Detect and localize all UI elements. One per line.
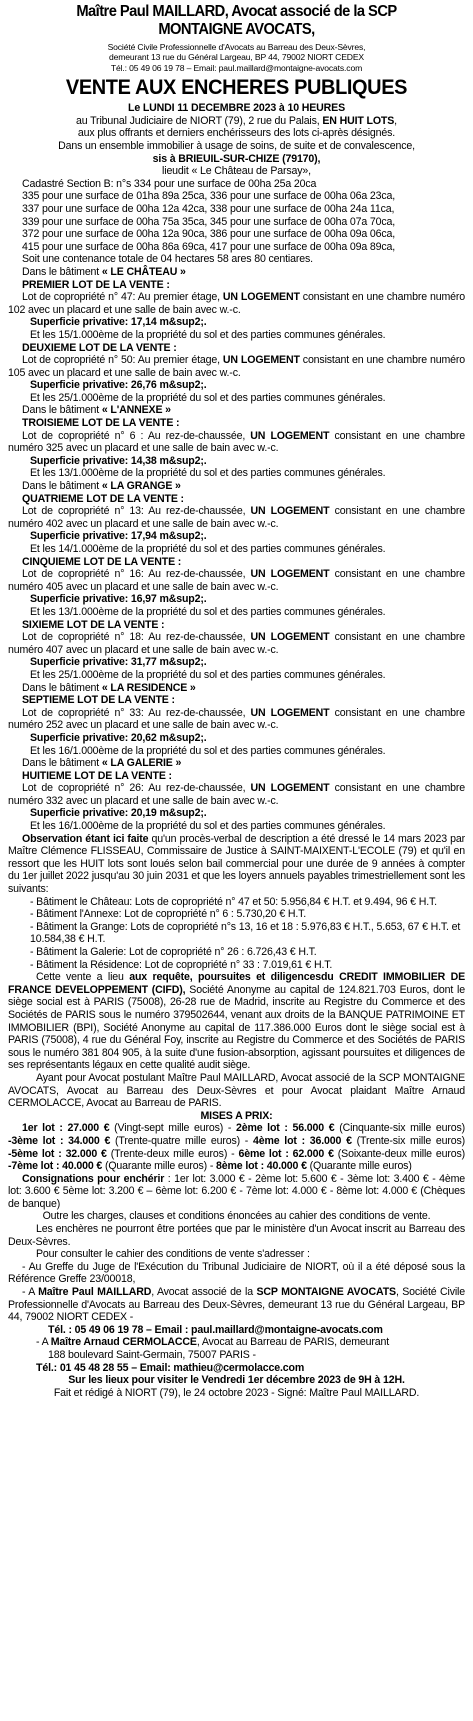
visit-info: Sur les lieux pour visiter le Vendredi 1er décembre 2023 de 9H à 12H. [68,1374,405,1387]
lot-desc-a: Lot de copropriété n° 47: Au premier étage, [22,291,223,304]
lot-desc-c: consistant en une chambre numéro 325 avec un placard et une salle de bain avec w.-c. [8,429,466,455]
cadastre-line: 372 pour une surface de 00ha 12a 90ca, 386 pour une surface de 00ha 09a 06ca, [22,228,396,241]
cadastre-line: 337 pour une surface de 00ha 12a 42ca, 338 pour une surface de 00ha 24a 11ca, [22,202,395,215]
building-heading [8,266,465,279]
lot-desc-b: UN LOGEMENT [250,631,330,644]
lot-description [8,505,465,530]
lot-surface: Superficie privative: 20,62 m&sup2;. [30,731,207,744]
building-name: « LA GALERIE » [101,757,182,770]
lot-desc-c: consistant en une chambre numéro 405 avec un placard et une salle de bain avec w.-c. [8,568,466,593]
building-name: « LA RESIDENCE » [101,681,196,694]
price-label: 4ème lot : 36.000 € [253,1134,352,1147]
building-line: Dans un ensemble immobilier à usage de soins, de suite et de convalescence, [58,140,415,152]
cadastre-line: 339 pour une surface de 00ha 75a 35ca, 345 pour une surface de 00ha 07a 70ca, [22,215,396,228]
lot-description [8,354,465,379]
lot-section [8,404,465,480]
society-line1: Société Civile Professionnelle d'Avocats au Barreau des Deux-Sèvres, [107,42,366,52]
cermo-contact: Tél.: 01 45 48 28 55 – Email: mathieu@cermolacce.com [36,1361,305,1374]
lots-count: EN HUIT LOTS [322,114,395,127]
court-text: au Tribunal Judiciaire de NIORT (79), 2 rue du Palais, [76,114,323,127]
lot-desc-c: consistant en une chambre numéro 105 avec un placard et une salle de bain avec w.-c. [8,354,465,379]
lot-surface: Superficie privative: 17,94 m&sup2;. [30,530,207,543]
building-name: « L'ANNEXE » [101,404,171,417]
price-label: -5ème lot : 32.000 € [8,1147,107,1160]
lot-surface: Superficie privative: 20,19 m&sup2;. [30,807,207,820]
cermo-name: Maître Arnaud CERMOLACCE [50,1336,197,1349]
building-prefix: Dans le bâtiment [22,757,102,770]
lot-section [8,266,465,342]
society-line2: demeurant 13 rue du Général Largeau, BP 44, 79002 NIORT CEDEX [108,52,365,63]
building-prefix: Dans le bâtiment [22,681,102,694]
lot-surface: Superficie privative: 31,77 m&sup2;. [30,656,207,669]
consult-intro: Pour consulter le cahier des conditions de vente s'adresser : [36,1248,310,1261]
lot-description [8,291,465,316]
lawyer-paragraph: Ayant pour Avocat postulant Maître Paul MAILLARD, Avocat associé de la SCP MONTAIGNE AVOCATS, Avocat au Barreau des Deux-Sèvres et pour Avocat plaidant Maître Arnaud CERMOLACCE, Avocat au Barreau de PARIS. [8,1071,465,1110]
consign-lead: Consignations pour enchérir [22,1172,165,1185]
pursuit-creditor: aux requête, poursuites et diligencesdu CREDIT IMMOBILIER DE FRANCE DEVELOPPEMENT (CIFD), [8,971,465,996]
price-words: (Cinquante-six mille euros) [334,1122,465,1135]
lot-desc-b: UN LOGEMENT [250,429,330,442]
consign-text: : 1er lot: 3.000 € - 2ème lot: 5.600 € - 3ème lot: 3.400 € - 4ème lot: 3.600 € 5ème lot: 3.200 € – 6ème lot: 6.200 € - 7ème lot: 4.000 € - 8ème lot: 4.000 € (Chèques de banque) [8,1172,466,1210]
lot-section [8,480,465,556]
cermo-a: - A [36,1336,51,1349]
lot-section [8,682,465,758]
price-label: -7ème lot : 40.000 € [8,1160,103,1173]
lot-section [8,556,465,619]
lot-desc-a: Lot de copropriété n° 13: Au rez-de-chaussée, [22,505,251,518]
location: sis à BRIEUIL-SUR-CHIZE (79170), [152,152,321,165]
lot-desc-b: UN LOGEMENT [250,568,330,581]
lot-title: CINQUIEME LOT DE LA VENTE : [22,555,182,568]
lot-title: PREMIER LOT DE LA VENTE : [22,278,170,291]
bidders-line: aux plus offrants et derniers enchérisseurs des lots ci-après désignés. [77,127,396,140]
lot-desc-c: consistant en une chambre numéro 252 avec un placard et une salle de bain avec w.-c. [8,706,466,732]
lots-list [8,266,465,833]
lot-title: DEUXIEME LOT DE LA VENTE : [22,341,177,354]
rent-item: - Bâtiment la Galerie: Lot de copropriété n° 26 : 6.726,43 € H.T. [30,946,317,958]
court-line [8,115,465,128]
lot-section [8,757,465,833]
building-heading [8,404,465,417]
lot-desc-b: UN LOGEMENT [250,505,330,518]
lot-desc-a: Lot de copropriété n° 6 : Au rez-de-chaussée, [22,429,251,442]
lot-desc-b: UN LOGEMENT [250,706,330,719]
price-words: (Quarante mille euros) - [102,1160,217,1173]
lot-title: HUITIEME LOT DE LA VENTE : [22,769,172,782]
lawyer-title-line2: MONTAIGNE AVOCATS, [158,21,315,38]
prices-list [8,1122,465,1172]
building-name: « LA GRANGE » [101,480,181,493]
lot-surface: Superficie privative: 26,76 m&sup2;. [30,379,207,392]
building-prefix: Dans le bâtiment [22,480,102,493]
court-comma: , [394,114,397,127]
cadastre-line: 415 pour une surface de 00ha 86a 69ca, 417 pour une surface de 00ha 09a 89ca, [22,240,396,253]
lot-description [8,631,465,656]
lot-desc-b: UN LOGEMENT [222,291,300,304]
cermo-c: , Avocat au Barreau de PARIS, demeurant [196,1336,390,1349]
lot-share: Et les 25/1.000ème de la propriété du sol et des parties communes générales. [30,668,386,681]
price-label: 6ème lot : 62.000 € [238,1147,334,1160]
charges: Outre les charges, clauses et conditions énoncées au cahier des conditions de vente. [42,1210,431,1223]
building-prefix: Dans le bâtiment [22,265,102,278]
maillard-firm: SCP MONTAIGNE AVOCATS [256,1286,396,1299]
sale-title: VENTE AUX ENCHERES PUBLIQUES [65,76,408,100]
pursuit [8,971,465,1072]
consignations [8,1173,465,1211]
price-words: (Trente-quatre mille euros) - [110,1134,253,1147]
lot-share: Et les 16/1.000ème de la propriété du sol et des parties communes générales. [30,820,386,833]
society-line3: Tél.: 05 49 06 19 78 – Email: paul.maillard@montaigne-avocats.com [110,62,363,73]
observation-lead: Observation étant ici faite [22,832,149,845]
consult-cermolacce [8,1336,465,1349]
lot-desc-a: Lot de copropriété n° 16: Au rez-de-chaussée, [22,568,251,581]
rent-list [8,896,465,972]
price-words: (Trente-six mille euros) [351,1134,465,1147]
lot-desc-a: Lot de copropriété n° 26: Au rez-de-chaussée, [22,782,251,795]
price-label: 1er lot : 27.000 € [22,1122,110,1135]
lot-description [8,430,465,455]
lot-description [8,782,465,807]
lot-surface: Superficie privative: 14,38 m&sup2;. [30,454,207,467]
price-label: 8ème lot : 40.000 € [216,1160,307,1173]
building-prefix: Dans le bâtiment [22,404,102,417]
building-name: « LE CHÂTEAU » [101,265,186,278]
lot-desc-c: consistant en une chambre numéro 402 avec un placard et une salle de bain avec w.-c. [8,505,466,530]
maillard-contact: Tél. : 05 49 06 19 78 – Email : paul.maillard@montaigne-avocats.com [48,1323,383,1336]
bar-rule: Les enchères ne pourront être portées que par le ministère d'un Avocat inscrit au Barreau des Deux-Sèvres. [8,1223,465,1248]
cadastre [8,178,465,266]
lot-desc-a: Lot de copropriété n° 33: Au rez-de-chaussée, [22,706,251,719]
lot-share: Et les 13/1.000ème de la propriété du sol et des parties communes générales. [30,467,386,480]
cadastre-line: 335 pour une surface de 01ha 89a 25ca, 336 pour une surface de 00ha 06a 23ca, [22,190,396,203]
cadastre-line: Cadastré Section B: n°s 334 pour une surface de 00ha 25a 20ca [22,177,317,190]
consult-maillard [8,1286,465,1324]
sale-date: Le LUNDI 11 DECEMBRE 2023 à 10 HEURES [128,102,345,115]
lot-desc-c: consistant en une chambre numéro 407 avec un placard et une salle de bain avec w.-c. [8,631,466,656]
lot-share: Et les 16/1.000ème de la propriété du sol et des parties communes générales. [30,744,386,757]
lot-surface: Superficie privative: 17,14 m&sup2;. [30,316,207,329]
lot-desc-a: Lot de copropriété n° 18: Au rez-de-chaussée, [22,631,251,644]
lot-description [8,568,465,593]
lawyer-title-line1: Maître Paul MAILLARD, Avocat associé de la SCP [76,3,397,20]
cermo-address: 188 boulevard Saint-Germain, 75007 PARIS - [48,1349,256,1361]
lieudit: lieudit « Le Château de Parsay», [162,165,311,178]
observation [8,833,465,896]
lot-title: QUATRIEME LOT DE LA VENTE : [22,492,184,505]
price-label: -3ème lot : 34.000 € [8,1134,111,1147]
lot-share: Et les 13/1.000ème de la propriété du sol et des parties communes générales. [30,605,386,618]
price-words: (Vingt-sept mille euros) - [109,1122,236,1135]
lot-surface: Superficie privative: 16,97 m&sup2;. [30,593,207,606]
lot-share: Et les 15/1.000ème de la propriété du sol et des parties communes générales. [30,328,386,341]
maillard-a: - A [22,1286,39,1299]
lot-title: SEPTIEME LOT DE LA VENTE : [22,694,175,707]
pursuit-c: Société Anonyme au capital de 124.821.703 Euros, dont le siège social est à PARIS (75008), 26-28 rue de Madrid, inscrite au Registre du Commerce et des Sociétés de PARIS sous le numéro 379502644, venant aux droits de la BANQUE PATRIMOINE ET IMMOBILIER (BPI), Société Anonyme au capital de 117.386.000 Euros dont le siège social est à PARIS (75008), 4 rue du Général Foy, inscrite au Registre du Commerce et des Sociétés de PARIS sous le numéro 381 804 905, à la suite d'une fusion-absorption, agissant poursuites et diligences de ses représentants légaux en cette qualité audit siège. [8,983,466,1072]
rent-item: - Bâtiment la Grange: Lots de copropriété n°s 13, 16 et 18 : 5.976,83 € H.T., 5.653, 67 € H.T. et 10.584,38 € H.T. [30,920,461,946]
lot-desc-b: UN LOGEMENT [222,354,300,367]
rent-item: - Bâtiment le Château: Lots de copropriété n° 47 et 50: 5.956,84 € H.T. et 9.494, 96 € H.T. [30,895,437,908]
lot-desc-c: consistant en une chambre numéro 332 avec un placard et une salle de bain avec w.-c. [8,782,466,807]
lot-section [8,342,465,405]
price-words: (Trente-deux mille euros) - [106,1147,239,1160]
lot-title: TROISIEME LOT DE LA VENTE : [22,417,180,430]
building-heading [8,682,465,695]
lot-share: Et les 14/1.000ème de la propriété du sol et des parties communes générales. [30,543,386,555]
lot-desc-c: consistant en une chambre numéro 102 avec un placard et une salle de bain avec w.-c. [8,291,465,316]
price-words: (Quarante mille euros) [306,1160,412,1173]
building-heading [8,480,465,493]
cadastre-line: Soit une contenance totale de 04 hectares 58 ares 80 centiares. [22,253,313,266]
signature: Fait et rédigé à NIORT (79), le 24 octobre 2023 - Signé: Maître Paul MAILLARD. [53,1386,420,1399]
observation-text: qu'un procès-verbal de description a été dressé le 14 mars 2023 par Maître Clémence FLISSEAU, Commissaire de Justice à SAINT-MAIXENT-L'ECOLE (79) et qu'il en ressort que les HUIT lots sont loués selon bail commercial pour une durée de 9 années à compter du 1er juillet 2022 jusqu'au 30 juin 2031 et que les loyers annuels payables trimestriellement sont les suivants: [8,832,465,896]
lot-desc-b: UN LOGEMENT [250,782,330,795]
rent-item: - Bâtiment la Résidence: Lot de copropriété n° 33 : 7.019,61 € H.T. [30,958,333,971]
price-words: (Soixante-deux mille euros) [333,1147,465,1160]
prices-title: MISES A PRIX: [200,1109,273,1122]
lot-title: SIXIEME LOT DE LA VENTE : [22,618,165,631]
maillard-e: , Société Civile Professionnelle d'Avocats au Barreau des Deux-Sèvres, demeurant 13 rue du Général Largeau, BP 44, 79002 NIORT CEDEX - [8,1286,465,1324]
consult-greffe: - Au Greffe du Juge de l'Exécution du Tribunal Judiciaire de NIORT, où il a été déposé sous la Référence Greffe 23/00018, [8,1260,465,1286]
pursuit-a: Cette vente a lieu [36,971,130,984]
price-label: 2ème lot : 56.000 € [235,1122,335,1135]
lot-desc-a: Lot de copropriété n° 50: Au premier étage, [22,354,223,367]
lot-section [8,619,465,682]
building-heading [8,757,465,770]
maillard-name: Maître Paul MAILLARD [38,1286,152,1299]
lot-description [8,707,465,732]
lot-share: Et les 25/1.000ème de la propriété du sol et des parties communes générales. [30,391,386,404]
rent-item: - Bâtiment l'Annexe: Lot de copropriété n° 6 : 5.730,20 € H.T. [30,908,307,921]
maillard-c: , Avocat associé de la [151,1286,257,1299]
